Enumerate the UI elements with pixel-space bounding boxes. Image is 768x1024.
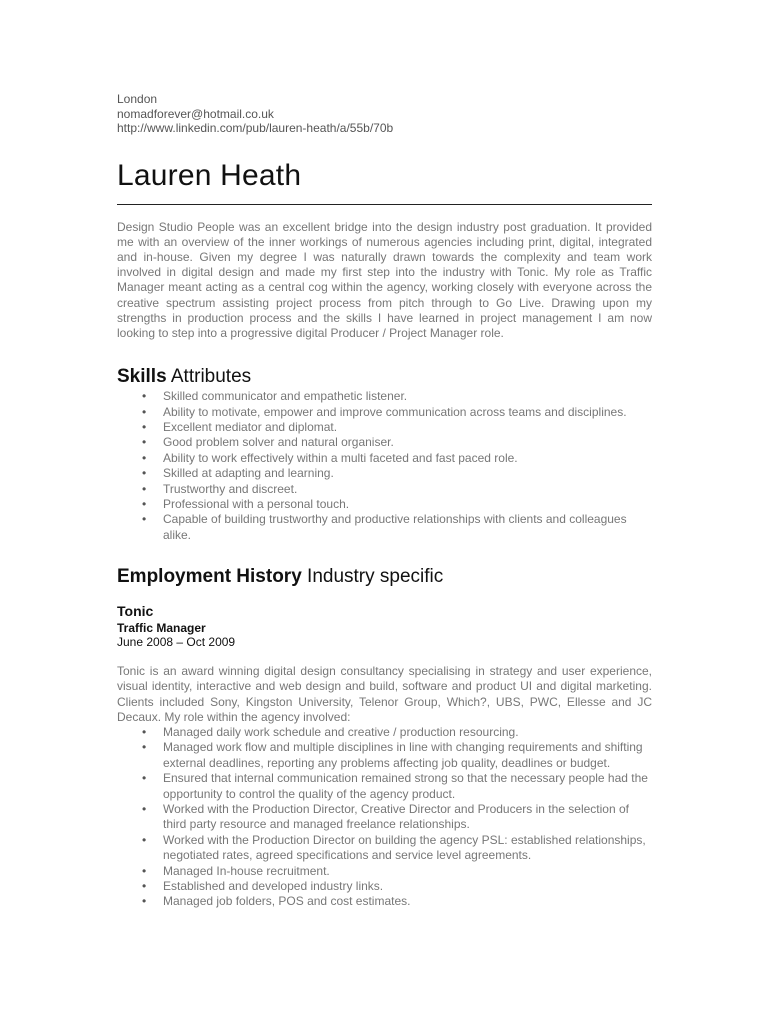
skill-text: Professional with a personal touch.	[163, 496, 350, 511]
list-item	[117, 466, 652, 481]
bullet-icon: •	[142, 802, 147, 817]
bullet-icon: •	[142, 512, 147, 527]
bullet-icon: •	[142, 435, 147, 450]
employment-heading	[117, 565, 652, 589]
duty-text: Managed job folders, POS and cost estimates.	[163, 894, 411, 909]
skill-text: Excellent mediator and diplomat.	[163, 419, 338, 434]
contact-block	[117, 92, 652, 136]
job-dates: June 2008 – Oct 2009	[117, 635, 236, 650]
duty-text: Managed daily work schedule and creative / production resourcing.	[163, 725, 519, 739]
duty-text: Ensured that internal communication remained strong so that the necessary people had the opportunity to control the quality of the agency product.	[163, 771, 648, 801]
list-item	[117, 864, 652, 879]
list-item	[117, 725, 652, 740]
list-item	[117, 451, 652, 466]
employment-heading-rest: Industry specific	[301, 566, 444, 588]
list-item	[117, 405, 652, 420]
skill-text: Ability to work effectively within a multi faceted and fast paced role.	[163, 450, 518, 465]
bullet-icon: •	[142, 450, 147, 465]
contact-email[interactable]: nomadforever@hotmail.co.uk	[117, 106, 274, 121]
skill-text: Ability to motivate, empower and improve communication across teams and disciplines.	[163, 404, 627, 419]
bullet-icon: •	[142, 832, 147, 847]
list-item	[117, 879, 652, 894]
bullet-icon: •	[142, 879, 147, 894]
bullet-icon: •	[142, 389, 147, 404]
list-item	[117, 497, 652, 512]
skills-heading	[117, 365, 652, 389]
list-item	[117, 512, 652, 543]
bullet-icon: •	[142, 481, 147, 496]
bullet-icon: •	[142, 894, 147, 909]
list-item	[117, 389, 652, 404]
bullet-icon: •	[142, 419, 147, 434]
bullet-icon: •	[142, 496, 147, 511]
skill-text: Skilled communicator and empathetic listener.	[163, 389, 408, 404]
job-company: Tonic	[117, 603, 154, 620]
candidate-name: Lauren Heath	[117, 158, 302, 192]
list-item	[117, 833, 652, 864]
bullet-icon: •	[142, 404, 147, 419]
name-divider	[117, 204, 652, 205]
job-duties-list	[117, 725, 652, 910]
bullet-icon: •	[142, 466, 147, 481]
bullet-icon: •	[142, 863, 147, 878]
duty-text: Worked with the Production Director, Creative Director and Producers in the selection of third party resource and managed freelance relationships.	[163, 802, 629, 832]
contact-location: London	[117, 92, 158, 106]
duty-text: Established and developed industry links.	[163, 879, 384, 894]
intro-paragraph: Design Studio People was an excellent bridge into the design industry post graduation. It provided me with an overview of the inner workings of numerous agencies including print, digital, integrated and in-house. Given my degree I was naturally drawn towards the complexity and team work involved in digital design and made my first step into the industry with Tonic. My role as Traffic Manager meant acting as a central cog within the agency, working closely with everyone across the creative spectrum assisting project process from pitch through to Go Live. Drawing upon my strengths in production process and the skills I have learned in project management I am now looking to step into a progressive digital Producer / Project Manager role.	[117, 219, 652, 340]
list-item	[117, 482, 652, 497]
list-item	[117, 420, 652, 435]
job-role: Traffic Manager	[117, 621, 206, 636]
bullet-icon: •	[142, 771, 147, 786]
employment-heading-bold: Employment History	[117, 566, 302, 588]
skills-list	[117, 389, 652, 543]
bullet-icon: •	[142, 740, 147, 755]
list-item	[117, 894, 652, 909]
list-item	[117, 771, 652, 802]
duty-text: Managed In-house recruitment.	[163, 863, 330, 878]
job-description: Tonic is an award winning digital design consultancy specialising in strategy and user experience, visual identity, interactive and web design and build, software and product UI and digital marketing. Clients included Sony, Kingston University, Telenor Group, Which?, UBS, PWC, Ellesse and JC Decaux. My role within the agency involved:	[117, 664, 652, 724]
skill-text: Skilled at adapting and learning.	[163, 466, 334, 481]
list-item	[117, 740, 652, 771]
skills-heading-rest: Attributes	[166, 366, 252, 388]
list-item	[117, 802, 652, 833]
duty-text: Managed work flow and multiple disciplines in line with changing requirements and shifting external deadlines, reporting any problems affecting job quality, deadlines or budget.	[163, 740, 643, 770]
skill-text: Good problem solver and natural organiser.	[163, 435, 394, 450]
list-item	[117, 435, 652, 450]
contact-linkedin[interactable]: http://www.linkedin.com/pub/lauren-heath/a/55b/70b	[117, 121, 394, 135]
duty-text: Worked with the Production Director on building the agency PSL: established relationships, negotiated rates, agreed specifications and service level agreements.	[163, 832, 646, 863]
bullet-icon: •	[142, 725, 147, 739]
skill-text: Capable of building trustworthy and productive relationships with clients and colleagues alike.	[163, 512, 627, 542]
skills-heading-bold: Skills	[117, 366, 167, 388]
skill-text: Trustworthy and discreet.	[163, 481, 298, 496]
